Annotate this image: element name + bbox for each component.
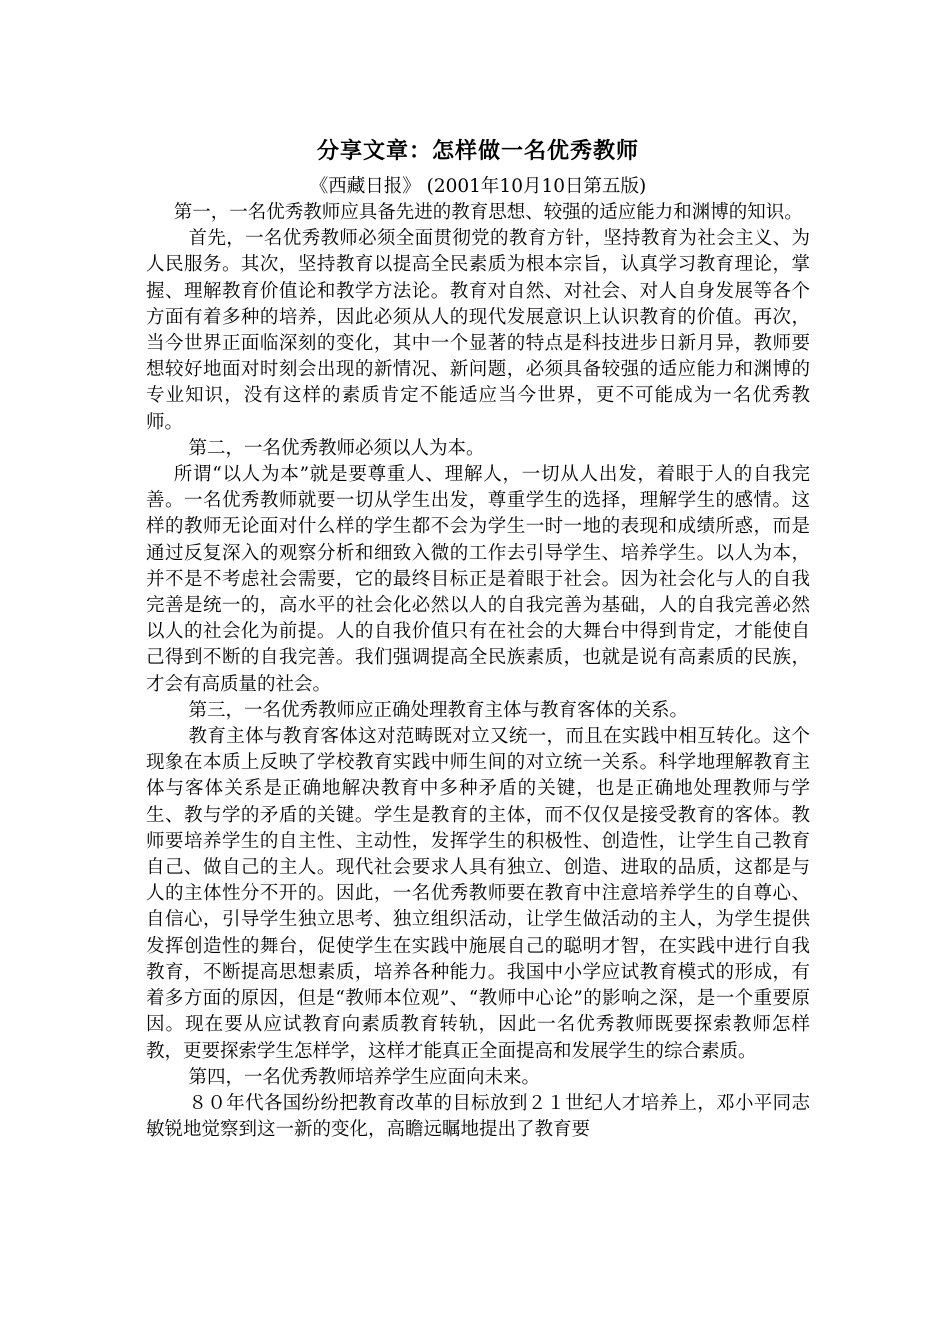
body-paragraph: ８０年代各国纷纷把教育改革的目标放到２１世纪人才培养上，邓小平同志敏锐地觉察到这一新的变化，高瞻远瞩地提出了教育要 (146, 1092, 810, 1141)
body-paragraph: 首先，一名优秀教师必须全面贯彻党的教育方针，坚持教育为社会主义、为人民服务。其次，坚持教育以提高全民素质为根本宗旨，认真学习教育理论，掌握、理解教育价值论和教学方法论。教育对自然、对社会、对人自身发展等各个方面有着多种的培养，因此必须从人的现代发展意识上认识教育的价值。再次，当今世界正面临深刻的变化，其中一个显著的特点是科技进步日新月异，教师要想较好地面对时刻会出现的新情况、新问题，必须具备较强的适应能力和渊博的专业知识，没有这样的素质肯定不能适应当今世界，更不可能成为一名优秀教师。 (146, 228, 810, 433)
body-paragraph: 所谓“以人为本”就是要尊重人、理解人，一切从人出发，着眼于人的自我完善。一名优秀教师就要一切从学生出发，尊重学生的选择，理解学生的感情。这样的教师无论面对什么样的学生都不会为学生一时一地的表现和成绩所惑，而是通过反复深入的观察分析和细致入微的工作去引导学生、培养学生。以人为本，并不是不考虑社会需要，它的最终目标正是着眼于社会。因为社会化与人的自我完善是统一的，高水平的社会化必然以人的自我完善为基础，人的自我完善必然以人的社会化为前提。人的自我价值只有在社会的大舞台中得到肯定，才能使自己得到不断的自我完善。我们强调提高全民族素质，也就是说有高素质的民族，才会有高质量的社会。 (146, 464, 810, 695)
body-paragraph: 第二，一名优秀教师必须以人为本。 (188, 437, 485, 459)
body-paragraph: 第四，一名优秀教师培养学生应面向未来。 (188, 1066, 541, 1088)
document-page (146, 134, 810, 1143)
article-source: 《西藏日报》 (2001年10月10日第五版) (309, 176, 647, 197)
body-paragraph: 第一，一名优秀教师应具备先进的教育思想、较强的适应能力和渊博的知识。 (173, 202, 803, 223)
body-paragraph: 第三，一名优秀教师应正确处理教育主体与教育客体的关系。 (188, 699, 689, 721)
article-title: 分享文章：怎样做一名优秀教师 (316, 139, 639, 164)
body-paragraph: 教育主体与教育客体这对范畴既对立又统一，而且在实践中相互转化。这个现象在本质上反映了学校教育实践中师生间的对立统一关系。科学地理解教育主体与客体关系是正确地解决教育中多种矛盾的关键，也是正确地处理教师与学生、教与学的矛盾的关键。学生是教育的主体，而不仅仅是接受教育的客体。教师要培养学生的自主性、主动性，发挥学生的积极性、创造性，让学生自己教育自己、做自己的主人。现代社会要求人具有独立、创造、进取的品质，这都是与人的主体性分不开的。因此，一名优秀教师要在教育中注意培养学生的自尊心、自信心，引导学生独立思考、独立组织活动，让学生做活动的主人，为学生提供发挥创造性的舞台，促使学生在实践中施展自己的聪明才智，在实践中进行自我教育，不断提高思想素质，培养各种能力。我国中小学应试教育模式的形成，有着多方面的原因，但是“教师本位观”、“教师中心论”的影响之深，是一个重要原因。现在要从应试教育向素质教育转轨，因此一名优秀教师既要探索教师怎样教，更要探索学生怎样学，这样才能真正全面提高和发展学生的综合素质。 (146, 726, 810, 1062)
article-body (146, 200, 810, 1143)
